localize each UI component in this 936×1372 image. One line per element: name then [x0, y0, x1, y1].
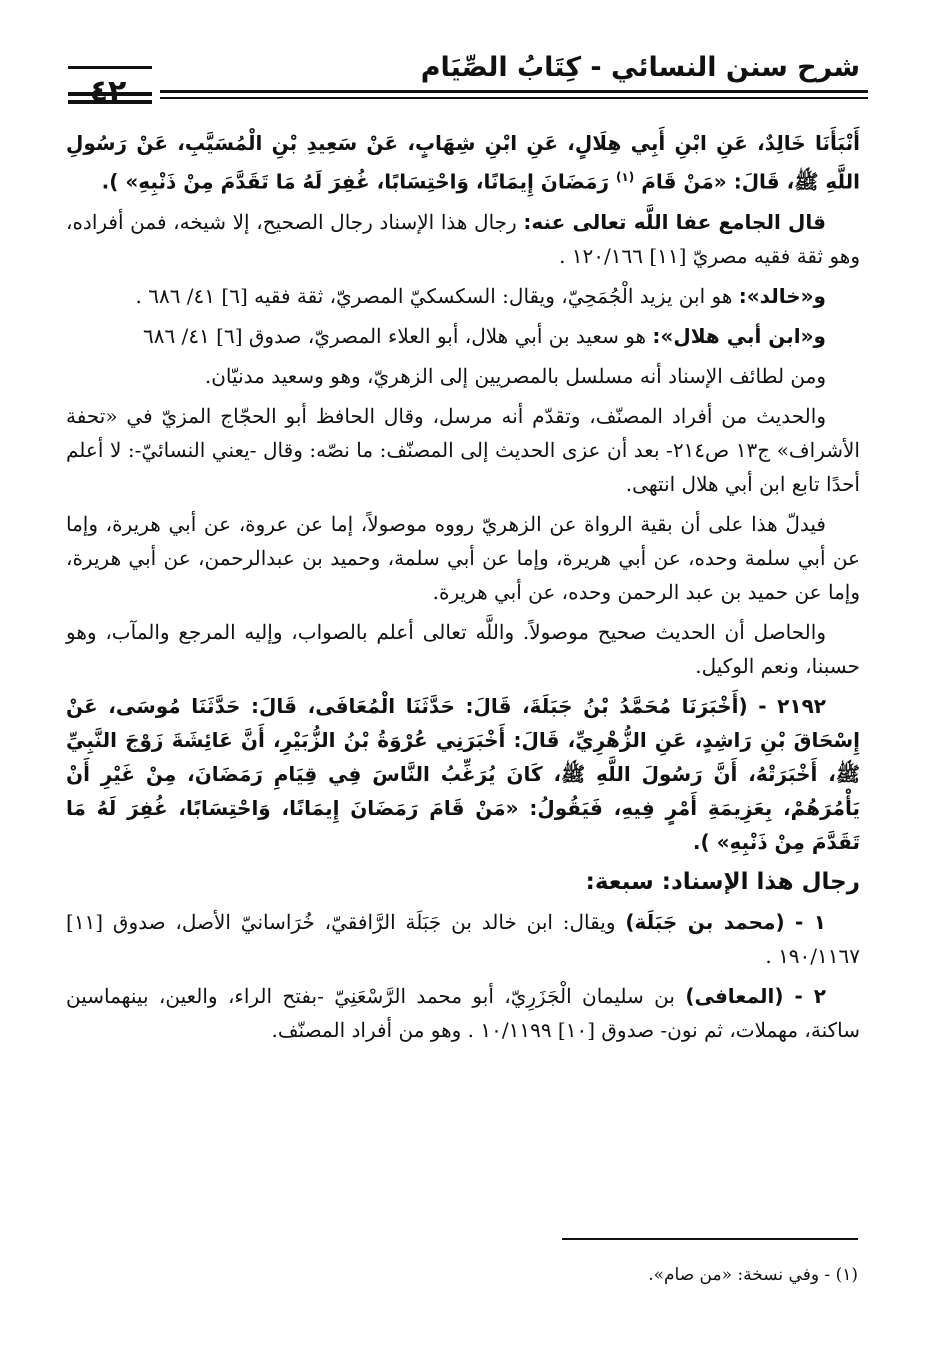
narrator-name: ١ - (محمد بن جَبَلَة)	[625, 909, 827, 934]
paragraph-text: رجال هذا الإسناد رجال الصحيح، إلا شيخه، فمن أفراده، وهو ثقة فقيه مصريّ [١١] ١٢٠/١٦٦ .	[66, 209, 860, 268]
narrator-name: ٢ - (المعافى)	[685, 983, 826, 1008]
page-number-rule	[68, 92, 152, 96]
footnote-rule	[562, 1238, 858, 1240]
page-header	[68, 52, 868, 112]
header-rule	[160, 97, 868, 99]
narrator-text: بن سليمان الْجَزَرِيّ، أبو محمد الرَّسْعَنِيّ -بفتح الراء، والعين، بينهماسين ساكنة، مهملات، ثم نون- صدوق [١٠] ١٠/١١٩٩ . وهو من أفراد المصنّف.	[66, 983, 860, 1042]
footnote-marker: (١)	[615, 170, 635, 184]
commentary-paragraph: والحاصل أن الحديث صحيح موصولاً. واللَّه تعالى أعلم بالصواب، وإليه المرجع والمآب، وهو حسبنا، ونعم الوكيل.	[66, 619, 860, 678]
narrator-text: هو سعيد بن أبي هلال، أبو العلاء المصريّ، صدوق [٦] ٤١/ ٦٨٦	[142, 323, 647, 348]
hadith-continuation	[66, 126, 860, 199]
page-number-rule	[68, 100, 152, 104]
narrator-paragraph	[66, 905, 860, 973]
hadith-text: أَنْبَأَنَا خَالِدٌ، عَنِ ابْنِ أَبِي هِلَالٍ، عَنِ ابْنِ شِهَابٍ، عَنْ سَعِيدِ بْنِ الْمُسَيَّبِ، عَنْ رَسُولِ اللَّهِ ﷺ، قَالَ: «مَنْ قَامَ	[66, 131, 860, 194]
commentary-paragraph	[66, 205, 860, 273]
narrator-name: و«خالد»:	[738, 283, 826, 308]
header-rule	[160, 90, 868, 93]
footnote: (١) - وفي نسخة: «من صام».	[648, 1265, 858, 1285]
hadith-paragraph: ٢١٩٢ - (أَخْبَرَنَا مُحَمَّدُ بْنُ جَبَلَةَ، قَالَ: حَدَّثَنَا الْمُعَافَى، قَالَ: حَدَّثَنَا مُوسَى، عَنْ إِسْحَاقَ بْنِ رَاشِدٍ، عَنِ الزُّهْرِيِّ، قَالَ: أَخْبَرَنِي عُرْوَةُ بْنُ الزُّبَيْرِ، أَنَّ عَائِشَةَ زَوْجَ النَّبِيِّ ﷺ، أَخْبَرَتْهُ، أَنَّ رَسُولَ اللَّهِ ﷺ، كَانَ يُرَغِّبُ النَّاسَ فِي قِيَامِ رَمَضَانَ، مِنْ غَيْرِ أَنْ يَأْمُرَهُمْ، بِعَزِيمَةِ أَمْرٍ فِيهِ، فَيَقُولُ: «مَنْ قَامَ رَمَضَانَ إِيمَانًا، وَاحْتِسَابًا، غُفِرَ لَهُ مَا تَقَدَّمَ مِنْ ذَنْبِهِ» ).	[66, 693, 860, 854]
hadith-text-end: رَمَضَانَ إِيمَانًا، وَاحْتِسَابًا، غُفِرَ لَهُ مَا تَقَدَّمَ مِنْ ذَنْبِهِ» ).	[101, 169, 609, 194]
paragraph-lead: قال الجامع عفا اللَّه تعالى عنه:	[523, 209, 826, 234]
page-number-rule	[68, 66, 152, 69]
page-body	[66, 126, 860, 1053]
narrator-paragraph	[66, 279, 860, 313]
commentary-paragraph: فيدلّ هذا على أن بقية الرواة عن الزهريّ رووه موصولاً، إما عن عروة، عن أبي هريرة، وإما عن أبي سلمة وحده، عن أبي هريرة، وإما عن أبي سلمة، وحميد بن عبدالرحمن، عن أبي هريرة، وإما عن حميد بن عبد الرحمن وحده، عن أبي هريرة.	[66, 511, 860, 604]
narrator-text: ويقال: ابن خالد بن جَبَلَة الرَّافقيّ، خُرَاسانيّ الأصل، صدوق [١١] ١٩٠/١١٦٧ .	[66, 909, 860, 968]
running-title: شرح سنن النسائي - كِتَابُ الصِّيَام	[420, 52, 860, 83]
narrator-paragraph	[66, 319, 860, 353]
section-heading: رجال هذا الإسناد: سبعة:	[585, 868, 860, 895]
commentary-paragraph: والحديث من أفراد المصنّف، وتقدّم أنه مرسل، وقال الحافظ أبو الحجّاج المزيّ في «تحفة الأشراف» ج١٣ ص٢١٤- بعد أن عزى الحديث إلى المصنّف: ما نصّه: وقال -يعني النسائيّ-: لا أعلم أحدًا تابع ابن أبي هلال انتهى.	[66, 403, 860, 496]
narrator-paragraph	[66, 979, 860, 1047]
narrator-name: و«ابن أبي هلال»:	[652, 323, 826, 348]
commentary-paragraph: ومن لطائف الإسناد أنه مسلسل بالمصريين إلى الزهريّ، وهو وسعيد مدنيّان.	[204, 363, 826, 388]
narrator-text: هو ابن يزيد الْجُمَحِيّ، ويقال: السكسكيّ المصريّ، ثقة فقيه [٦] ٤١/ ٦٨٦ .	[135, 283, 733, 308]
